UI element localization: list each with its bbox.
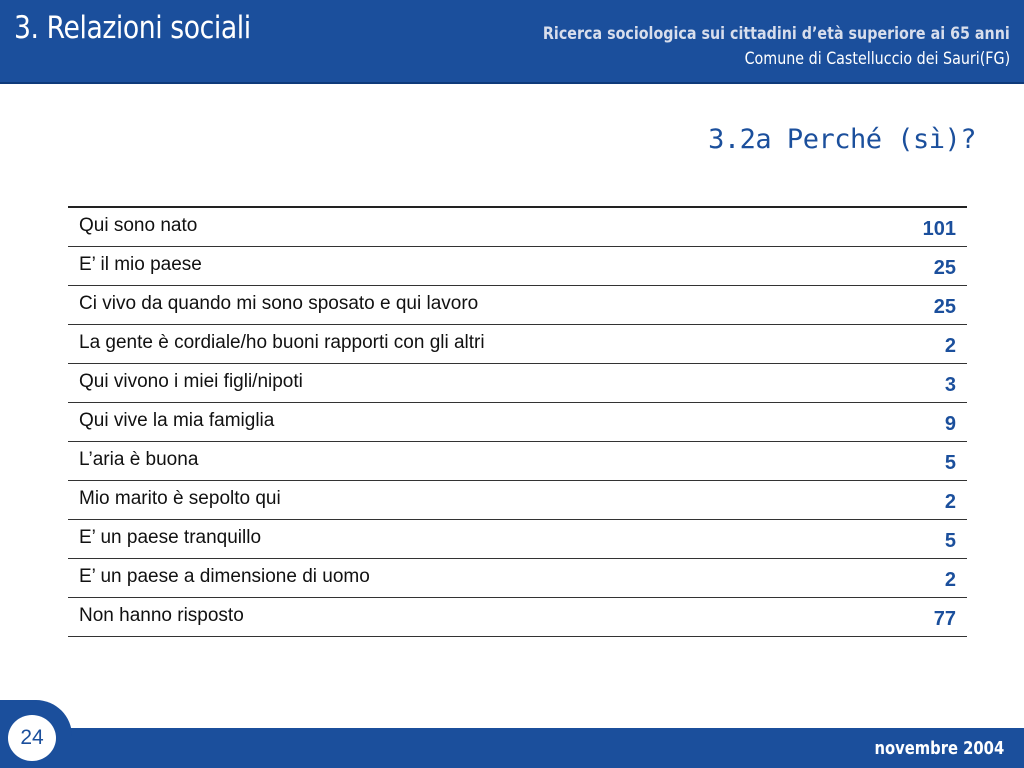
row-label: Qui vivono i miei figli/nipoti <box>68 364 876 403</box>
row-label: E’ il mio paese <box>68 247 876 286</box>
row-label: Ci vivo da quando mi sono sposato e qui lavoro <box>68 286 876 325</box>
row-value: 2 <box>876 325 967 364</box>
footer-bar <box>0 728 1024 768</box>
row-value: 5 <box>876 442 967 481</box>
row-value: 2 <box>876 559 967 598</box>
table-row <box>68 403 967 442</box>
row-label: E’ un paese a dimensione di uomo <box>68 559 876 598</box>
table-row <box>68 207 967 247</box>
header-bar <box>0 0 1024 84</box>
page-number-badge <box>8 715 56 761</box>
table-row <box>68 442 967 481</box>
row-label: Qui sono nato <box>68 207 876 247</box>
row-label: Non hanno risposto <box>68 598 876 637</box>
row-value: 101 <box>876 207 967 247</box>
table-row <box>68 286 967 325</box>
row-label: E’ un paese tranquillo <box>68 520 876 559</box>
row-value: 77 <box>876 598 967 637</box>
research-subtitle: Ricerca sociologica sui cittadini d’età superiore ai 65 anni <box>543 24 1010 44</box>
row-value: 25 <box>876 247 967 286</box>
table-row <box>68 520 967 559</box>
responses-table <box>68 206 967 637</box>
municipality-label: Comune di Castelluccio dei Sauri(FG) <box>744 49 1010 69</box>
row-value: 9 <box>876 403 967 442</box>
row-value: 3 <box>876 364 967 403</box>
section-title: 3.2a Perché (sì)? <box>708 124 976 155</box>
table-row <box>68 481 967 520</box>
page-number: 24 <box>20 726 44 749</box>
row-label: Qui vive la mia famiglia <box>68 403 876 442</box>
row-label: Mio marito è sepolto qui <box>68 481 876 520</box>
table-row <box>68 364 967 403</box>
table-row <box>68 325 967 364</box>
row-value: 25 <box>876 286 967 325</box>
row-value: 2 <box>876 481 967 520</box>
row-value: 5 <box>876 520 967 559</box>
table-row <box>68 559 967 598</box>
row-label: L’aria è buona <box>68 442 876 481</box>
table-row <box>68 598 967 637</box>
table-row <box>68 247 967 286</box>
slide-chapter-title: 3. Relazioni sociali <box>14 10 251 46</box>
row-label: La gente è cordiale/ho buoni rapporti con gli altri <box>68 325 876 364</box>
footer-date: novembre 2004 <box>874 738 1004 759</box>
